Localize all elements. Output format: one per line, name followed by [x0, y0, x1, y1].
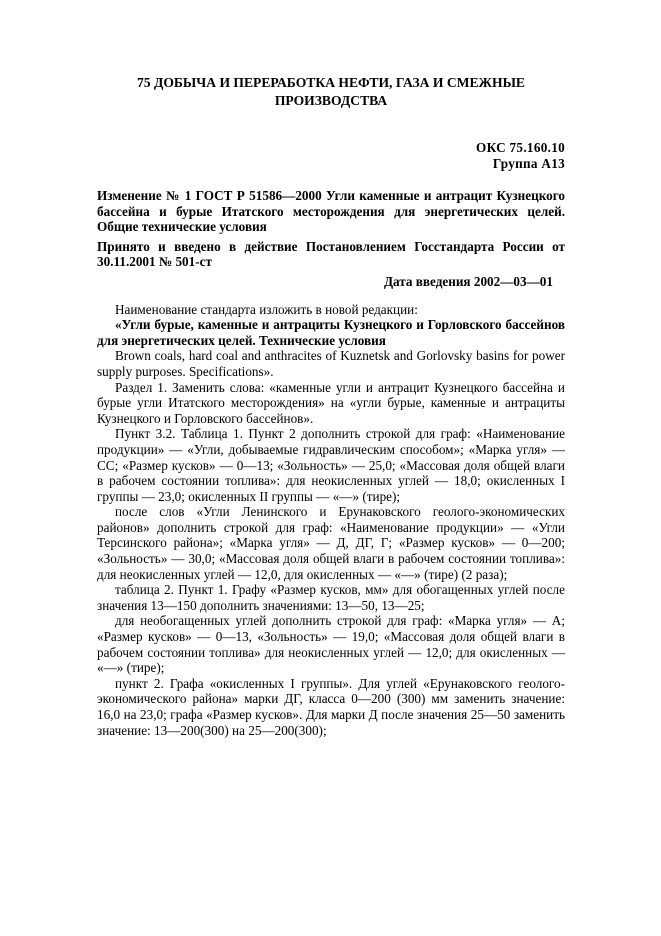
document-paragraph-new-title: «Угли бурые, каменные и антрациты Кузнецкого и Горловского бассейнов для энергетических целей. Технические условия: [97, 317, 565, 348]
document-paragraph: Пункт 3.2. Таблица 1. Пункт 2 дополнить строкой для граф: «Наименование продукции» — «Угли, добываемые гидравлическим способом»; «Марка угля» — СС; «Размер кусков» — 0—13; «Зольность» — 25,0; «Массовая доля общей влаги в рабочем состоянии топлива»: для неокисленных углей — 18,0; окисленных I группы — 23,0; окисленных II группы — «—» (тире);: [97, 426, 565, 504]
section-title: 75 ДОБЫЧА И ПЕРЕРАБОТКА НЕФТИ, ГАЗА И СМЕЖНЫЕ ПРОИЗВОДСТВА: [137, 75, 525, 108]
document-paragraph: после слов «Угли Ленинского и Ерунаковского геолого-экономических районов» дополнить строкой для граф: «Наименование продукции» — «Угли Терсинского района»; «Марка угля» — Д, ДГ, Г; «Размер кусков» — 0—200; «Зольность» — 30,0; «Массовая доля общей влаги в рабочем состоянии топлива»: для неокисленных углей — 12,0, для окисленных — «—» (тире) (2 раза);: [97, 504, 565, 582]
oks-code: ОКС 75.160.10: [476, 140, 565, 155]
classification-codes: [97, 140, 565, 172]
document-content: [97, 74, 565, 738]
document-paragraph: Раздел 1. Заменить слова: «каменные угли и антрацит Кузнецкого бассейна и бурые угли Итатского месторождения» на «угли бурые, каменные и антрациты Кузнецкого и Горловского бассейнов».: [97, 379, 565, 426]
document-paragraph-english-title: Brown coals, hard coal and anthracites of Kuznetsk and Gorlovsky basins for power supply purposes. Specifications».: [97, 348, 565, 379]
document-paragraph: Наименование стандарта изложить в новой редакции:: [115, 301, 418, 317]
adoption-note: Принято и введено в действие Постановлением Госстандарта России от 30.11.2001 № 501-ст: [97, 238, 565, 270]
document-paragraph: таблица 2. Пункт 1. Графу «Размер кусков, мм» для обогащенных углей после значения 13—150 дополнить значениями: 13—50, 13—25;: [97, 582, 565, 613]
document-paragraph: для необогащенных углей дополнить строкой для граф: «Марка угля» — А; «Размер кусков» — 0—13, «Зольность» — 19,0; «Массовая доля общей влаги в рабочем состоянии топлива» для неокисленных углей — 12,0; для окисленных — «—» (тире);: [97, 613, 565, 676]
amendment-title: Изменение № 1 ГОСТ Р 51586—2000 Угли каменные и антрацит Кузнецкого бассейна и бурые Итатского месторождения для энергетических целей. Общие технические условия: [97, 188, 565, 235]
group-code: Группа А13: [492, 156, 565, 171]
document-paragraph: пункт 2. Графа «окисленных I группы». Для углей «Ерунаковского геолого-экономического района» марки ДГ, класса 0—200 (300) мм заменить значение: 16,0 на 23,0; графа «Размер кусков». Для марки Д после значения 25—50 заменить значение: 13—200(300) на 25—200(300);: [97, 675, 565, 738]
effective-date: Дата введения 2002—03—01: [383, 273, 553, 289]
